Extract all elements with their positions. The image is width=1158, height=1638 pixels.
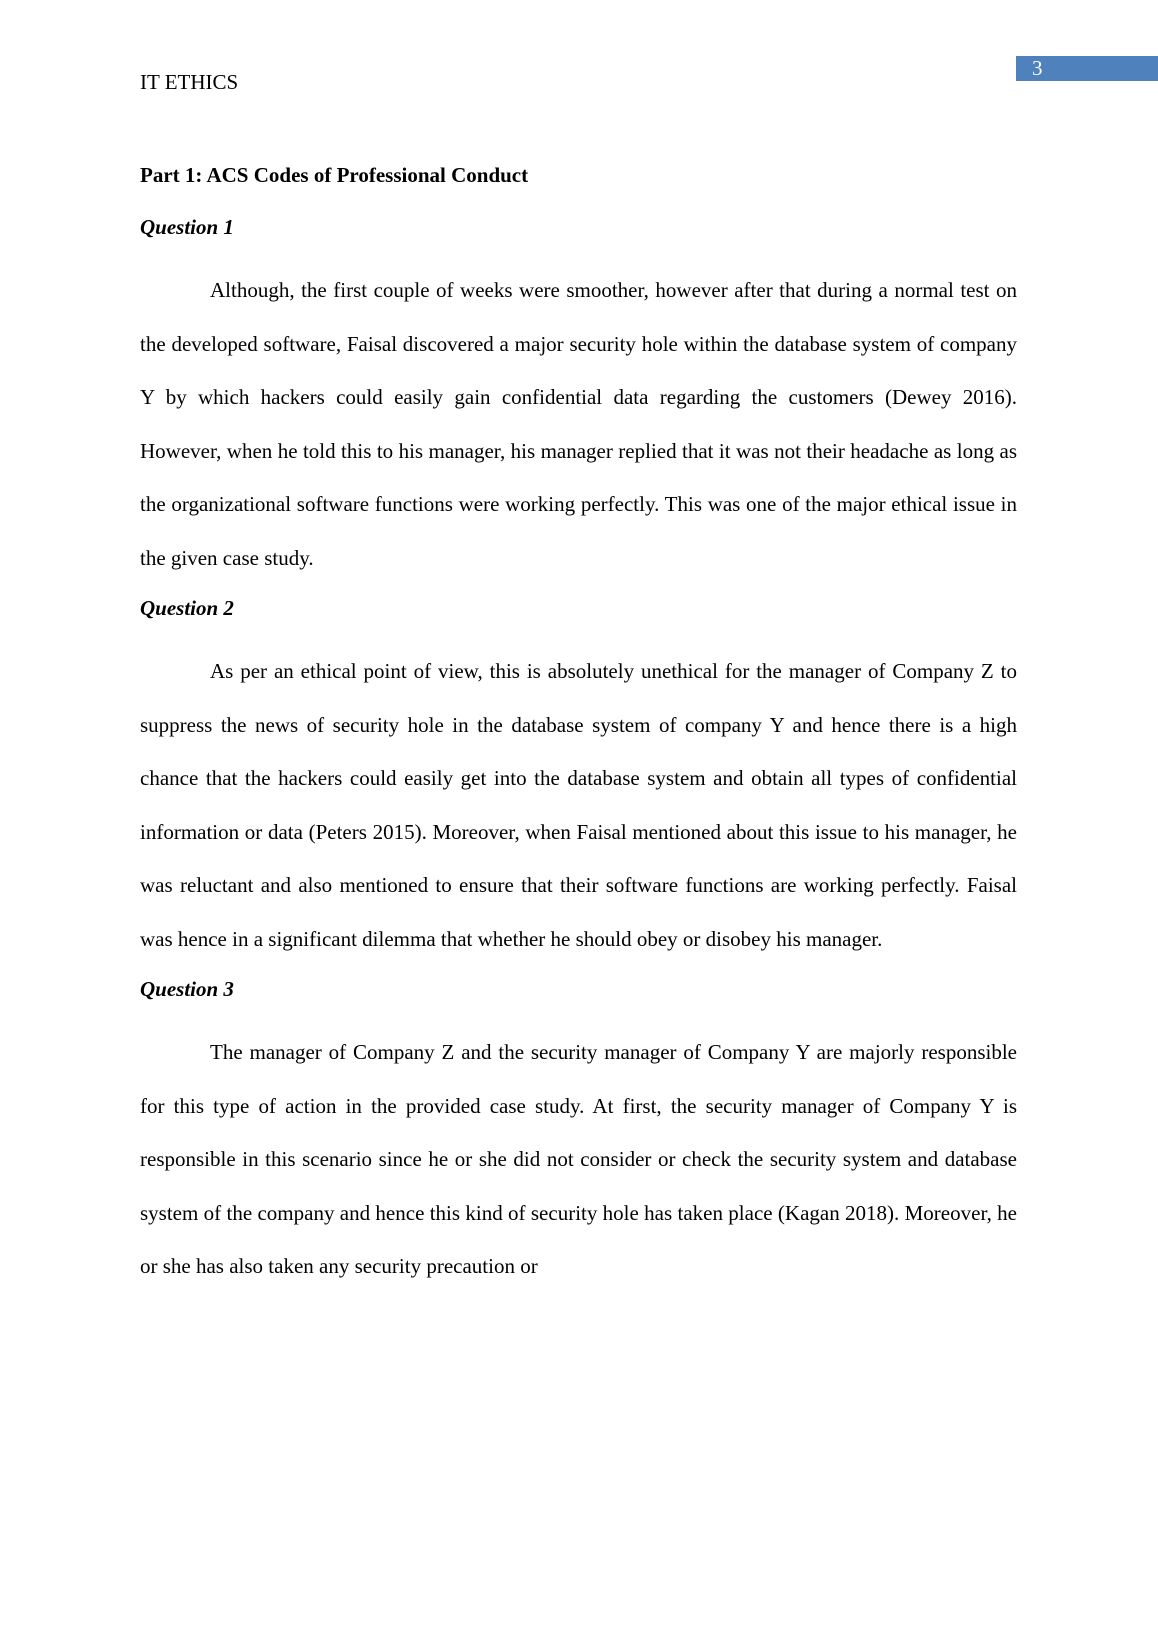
question-3-heading: Question 3: [140, 977, 234, 1001]
document-body: [140, 160, 1017, 1302]
question-2-heading: Question 2: [140, 596, 234, 620]
question-2-paragraph: As per an ethical point of view, this is absolutely unethical for the manager of Company Z to suppress the news of security hole in the database system of company Y and hence there is a high chance that the hackers could easily get into the database system and obtain all types of confidential information or data (Peters 2015). Moreover, when Faisal mentioned about this issue to his manager, he was reluctant and also mentioned to ensure that their software functions are working perfectly. Faisal was hence in a significant dilemma that whether he should obey or disobey his manager.: [140, 659, 1017, 951]
question-3-paragraph: The manager of Company Z and the security manager of Company Y are majorly responsible for this type of action in the provided case study. At first, the security manager of Company Y is responsible in this scenario since he or she did not consider or check the security system and database system of the company and hence this kind of security hole has taken place (Kagan 2018). Moreover, he or she has also taken any security precaution or: [140, 1040, 1017, 1278]
part-title: Part 1: ACS Codes of Professional Conduct: [140, 163, 529, 187]
running-head: IT ETHICS: [140, 70, 239, 94]
question-1-heading: Question 1: [140, 215, 234, 239]
page-number-bar: [1016, 56, 1158, 81]
question-1-paragraph: Although, the first couple of weeks were smoother, however after that during a normal test on the developed software, Faisal discovered a major security hole within the database system of company Y by which hackers could easily gain confidential data regarding the customers (Dewey 2016). However, when he told this to his manager, his manager replied that it was not their headache as long as the organizational software functions were working perfectly. This was one of the major ethical issue in the given case study.: [140, 278, 1017, 570]
page-number: 3: [1032, 56, 1043, 80]
